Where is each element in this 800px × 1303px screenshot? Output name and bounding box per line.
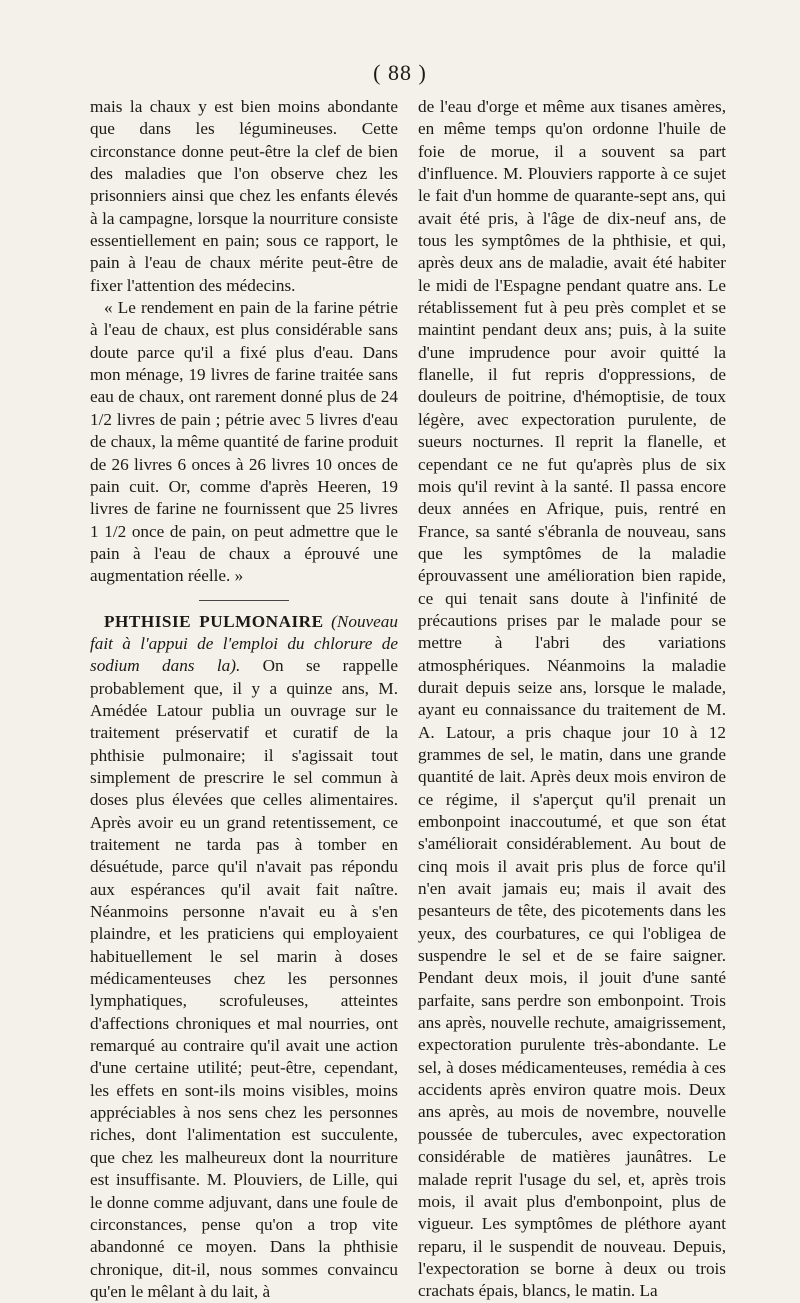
section-heading: PHTHISIE PULMONAIRE: [104, 611, 324, 631]
left-column: [90, 96, 398, 1303]
paragraph-text: On se rappelle probablement que, il y a quinze ans, M. Amédée Latour publia un ouvrage sur le traitement préservatif et curatif de la phthisie pulmonaire; il s'agissait tout simplement de prescrire le sel commun à doses plus élevées que celles alimentaires. Après avoir eu un grand retentissement, ce traitement ne tarda pas à tomber en désuétude, parce qu'il n'avait pas répondu aux espérances qu'il avait fait naître. Néanmoins personne n'avait eu à s'en plaindre, et les praticiens qui employaient habituellement le sel marin à doses médicamenteuses chez les personnes lymphatiques, scrofuleuses, atteintes d'affections chroniques et mal nourries, ont remarqué au contraire qu'il avait une action d'une certaine utilité; peut-être, cependant, les effets en sont-ils moins visibles, moins appréciables à nos sens chez les personnes riches, dont l'alimentation est succulente, que chez les malheureux dont la nourriture est insuffisante. M. Plouviers, de Lille, qui le donne comme adjuvant, dans une foule de circonstances, pense qu'on a trop vite abandonné ce moyen. Dans la phthisie chronique, dit-il, nous sommes convaincu qu'en le mêlant à du lait, à: [90, 656, 398, 1301]
paragraph: « Le rendement en pain de la farine pétrie à l'eau de chaux, est plus considérable sans doute parce qu'il a fixé plus d'eau. Dans mon ménage, 19 livres de farine traitée sans eau de chaux, ont rarement donné plus de 24 1/2 livres de pain ; pétrie avec 5 livres d'eau de chaux, la même quantité de farine produit de 26 livres 6 onces à 26 livres 10 onces de pain cuit. Or, comme d'après Heeren, 19 livres de farine ne fournissent que 25 livres 1 1/2 once de pain, on peut admettre que le pain à l'eau de chaux a éprouvé une augmentation réelle. »: [90, 298, 398, 586]
right-column: [418, 96, 726, 1303]
paragraph: de l'eau d'orge et même aux tisanes amères, en même temps qu'on ordonne l'huile de foie de morue, il a souvent sa part d'influence. M. Plouviers rapporte à ce sujet le fait d'un homme de quarante-sept ans, qui avait été pris, à l'âge de dix-neuf ans, de tous les symptômes de la phthisie, et qui, après deux ans de maladie, avait été habiter le midi de l'Espagne pendant quatre ans. Le rétablissement fut à peu près complet et se maintint pendant deux ans; puis, à la suite d'une imprudence pour avoir quitté la flanelle, il fut repris d'oppressions, de douleurs de poitrine, d'hémoptisie, de toux légère, avec expectoration purulente, de sueurs nocturnes. Il reprit la flanelle, et cependant ce ne fut qu'après plus de six mois qu'il revint à la santé. Il passa encore deux années en Afrique, puis, rentré en France, sa santé s'ébranla de nouveau, sans que les symptômes de la maladie éprouvassent une amélioration bien rapide, ce qui tenait sans doute à l'infinité de précautions prises par le malade pour se mettre à l'abri des variations atmosphériques. Néanmoins la maladie durait depuis seize ans, lorsque le malade, ayant eu connaissance du traitement de M. A. Latour, a pris chaque jour 10 à 12 grammes de sel, le matin, dans une grande quantité de lait. Après deux mois environ de ce régime, il s'aperçut qu'il prenait un embonpoint inaccoutumé, et que son état s'améliorait considérablement. Au bout de cinq mois il avait pris plus de force qu'il n'en avait jamais eu; mais il avait des pesanteurs de tête, des picotements dans les yeux, des courbatures, ce qui l'obligea de suspendre le sel et de se faire saigner. Pendant deux mois, il jouit d'une santé parfaite, sans perdre son embonpoint. Trois ans après, nouvelle rechute, amaigrissement, expectoration purulente très-abondante. Le sel, à doses médicamenteuses, remédia à ces accidents après environ quatre mois. Deux ans après, au mois de novembre, nouvelle poussée de tubercules, avec expectoration considérable de matières jaunâtres. Le malade reprit l'usage du sel, et, après trois mois, il avait plus d'embonpoint, plus de vigueur. Les symptômes de pléthore ayant reparu, il le suspendit de nouveau. Depuis, l'expectoration se borne à deux ou trois crachats épais, blancs, le matin. La: [418, 97, 726, 1301]
page-number: ( 88 ): [373, 60, 427, 85]
section-subtitle: (Nouveau fait à l'appui de l'emploi du chlorure de sodium dans la).: [90, 611, 398, 676]
section-paragraph: [90, 611, 398, 1303]
paragraph: mais la chaux y est bien moins abondante que dans les légumineuses. Cette circonstance donne peut-être la clef de bien des maladies que l'on observe chez les prisonniers ainsi que chez les enfants élevés à la campagne, lorsque la nourriture consiste essentiellement en pain; sous ce rapport, le pain à l'eau de chaux mérite peut-être de fixer l'attention des médecins.: [90, 97, 398, 295]
section-divider: [199, 600, 289, 601]
